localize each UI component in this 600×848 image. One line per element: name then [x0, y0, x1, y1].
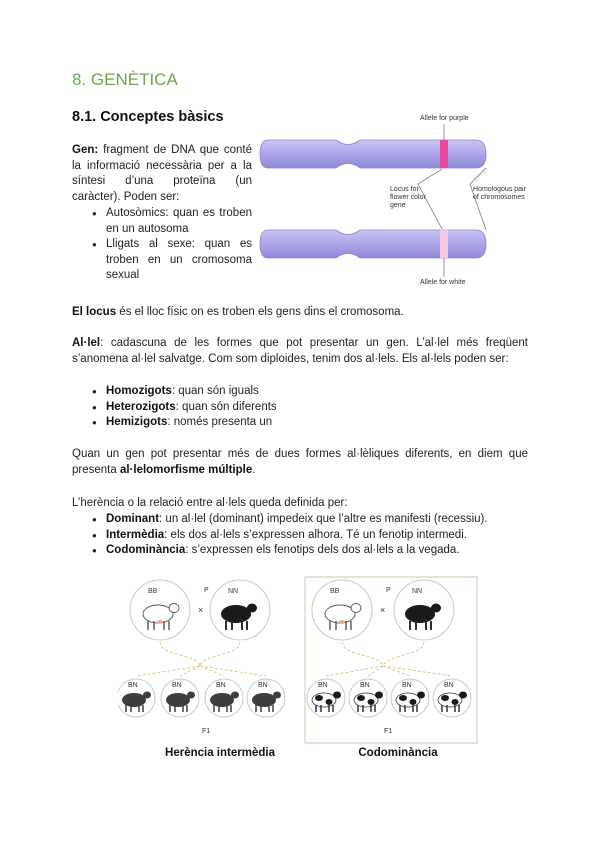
label-allele-purple: Allele for purple — [420, 115, 469, 122]
genotype-label: BN — [216, 682, 226, 689]
allele-types-list — [88, 384, 528, 431]
locus-text: és el lloc físic on es troben els gens dins el cromosoma. — [116, 306, 404, 318]
genotype-label: NN — [228, 588, 239, 595]
chromosome-figure — [258, 112, 538, 292]
multiple-term: al·lelomorfisme múltiple — [119, 463, 253, 476]
allele-paragraph — [72, 336, 528, 367]
list-term: Codominància — [106, 544, 186, 556]
list-term: Homozigots — [106, 385, 172, 397]
cross-symbol: × — [380, 605, 386, 615]
multiple-text: Quan un gen pot presentar més de dues formes al·lèliques diferents, en diem que presenta — [72, 448, 528, 476]
inheritance-types-list — [88, 512, 528, 559]
list-text: : només presenta un — [167, 416, 273, 428]
generation-label: F1 — [384, 728, 393, 735]
genotype-label: NN — [412, 588, 423, 595]
list-term: Intermèdia — [106, 528, 165, 541]
label-locus: Locus for flower color gene — [390, 186, 426, 209]
genotype-label: BN — [172, 682, 182, 689]
locus-term: El locus — [72, 306, 117, 318]
label-allele-white: Allele for white — [420, 279, 466, 286]
list-item — [88, 528, 528, 544]
genotype-label: BN — [128, 682, 138, 689]
gen-types-list — [88, 206, 252, 284]
gen-paragraph — [72, 143, 252, 205]
section-heading: 8. GENÈTICA — [72, 70, 178, 89]
list-term: Heterozigots — [106, 400, 176, 413]
genotype-label: BB — [148, 588, 158, 595]
multiple-end: . — [252, 463, 256, 476]
caption-codominance: Codominància — [358, 747, 438, 759]
allele-term: Al·lel — [72, 337, 101, 349]
list-term: Hemizigots — [106, 416, 168, 428]
list-text: : un al·lel (dominant) impedeix que l’altre es manifesti (recessiu). — [159, 513, 488, 525]
list-item — [88, 543, 528, 559]
cross-symbol: × — [198, 605, 204, 615]
locus-paragraph — [72, 305, 532, 321]
generation-label: P — [204, 587, 209, 594]
inheritance-cows-figure — [118, 576, 478, 744]
list-item: ● Autosòmics: quan es troben en un autosoma — [88, 206, 252, 237]
allele-text: : cadascuna de les formes que pot presentar un gen. L’al·lel més freqüent s’anomena al·lel salvatge. Com som diploides, tenim dos al·lels. Els al·lels poden ser: — [72, 337, 528, 365]
generation-label: P — [386, 587, 391, 594]
genotype-label: BN — [402, 682, 412, 689]
caption-intermediate: Herència intermèdia — [165, 747, 275, 759]
list-text: : s’expressen els fenotips dels dos al·lels a la vegada. — [185, 544, 460, 556]
list-item — [88, 512, 528, 528]
genotype-label: BN — [318, 682, 328, 689]
list-item — [88, 415, 528, 431]
list-item — [88, 400, 528, 416]
generation-label: F1 — [202, 728, 211, 735]
multiple-alleles-paragraph — [72, 447, 528, 478]
list-text: : quan són iguals — [171, 385, 259, 397]
gen-definition: fragment de DNA que conté la informació necessària per a la síntesi d’una proteïna (un caràcter). Poden ser: — [72, 144, 252, 203]
gen-term: Gen: — [72, 144, 99, 156]
genotype-label: BB — [330, 588, 340, 595]
genotype-label: BN — [444, 682, 454, 689]
list-item — [88, 384, 528, 400]
list-term: Dominant — [106, 513, 160, 525]
genotype-label: BN — [360, 682, 370, 689]
genotype-label: BN — [258, 682, 268, 689]
subsection-heading: 8.1. Conceptes bàsics — [72, 109, 224, 125]
cow-crosses-diagram — [118, 576, 478, 744]
inheritance-intro: L’herència o la relació entre al·lels queda definida per: — [72, 497, 348, 509]
list-item: ● Lligats al sexe: quan es troben en un cromosoma sexual — [88, 237, 252, 284]
label-homologous-pair: Homologous pair of chromosomes — [473, 186, 526, 201]
list-text: : quan són diferents — [175, 400, 277, 413]
list-text: : els dos al·lels s’expressen alhora. Té un fenotip intermedi. — [164, 528, 467, 541]
